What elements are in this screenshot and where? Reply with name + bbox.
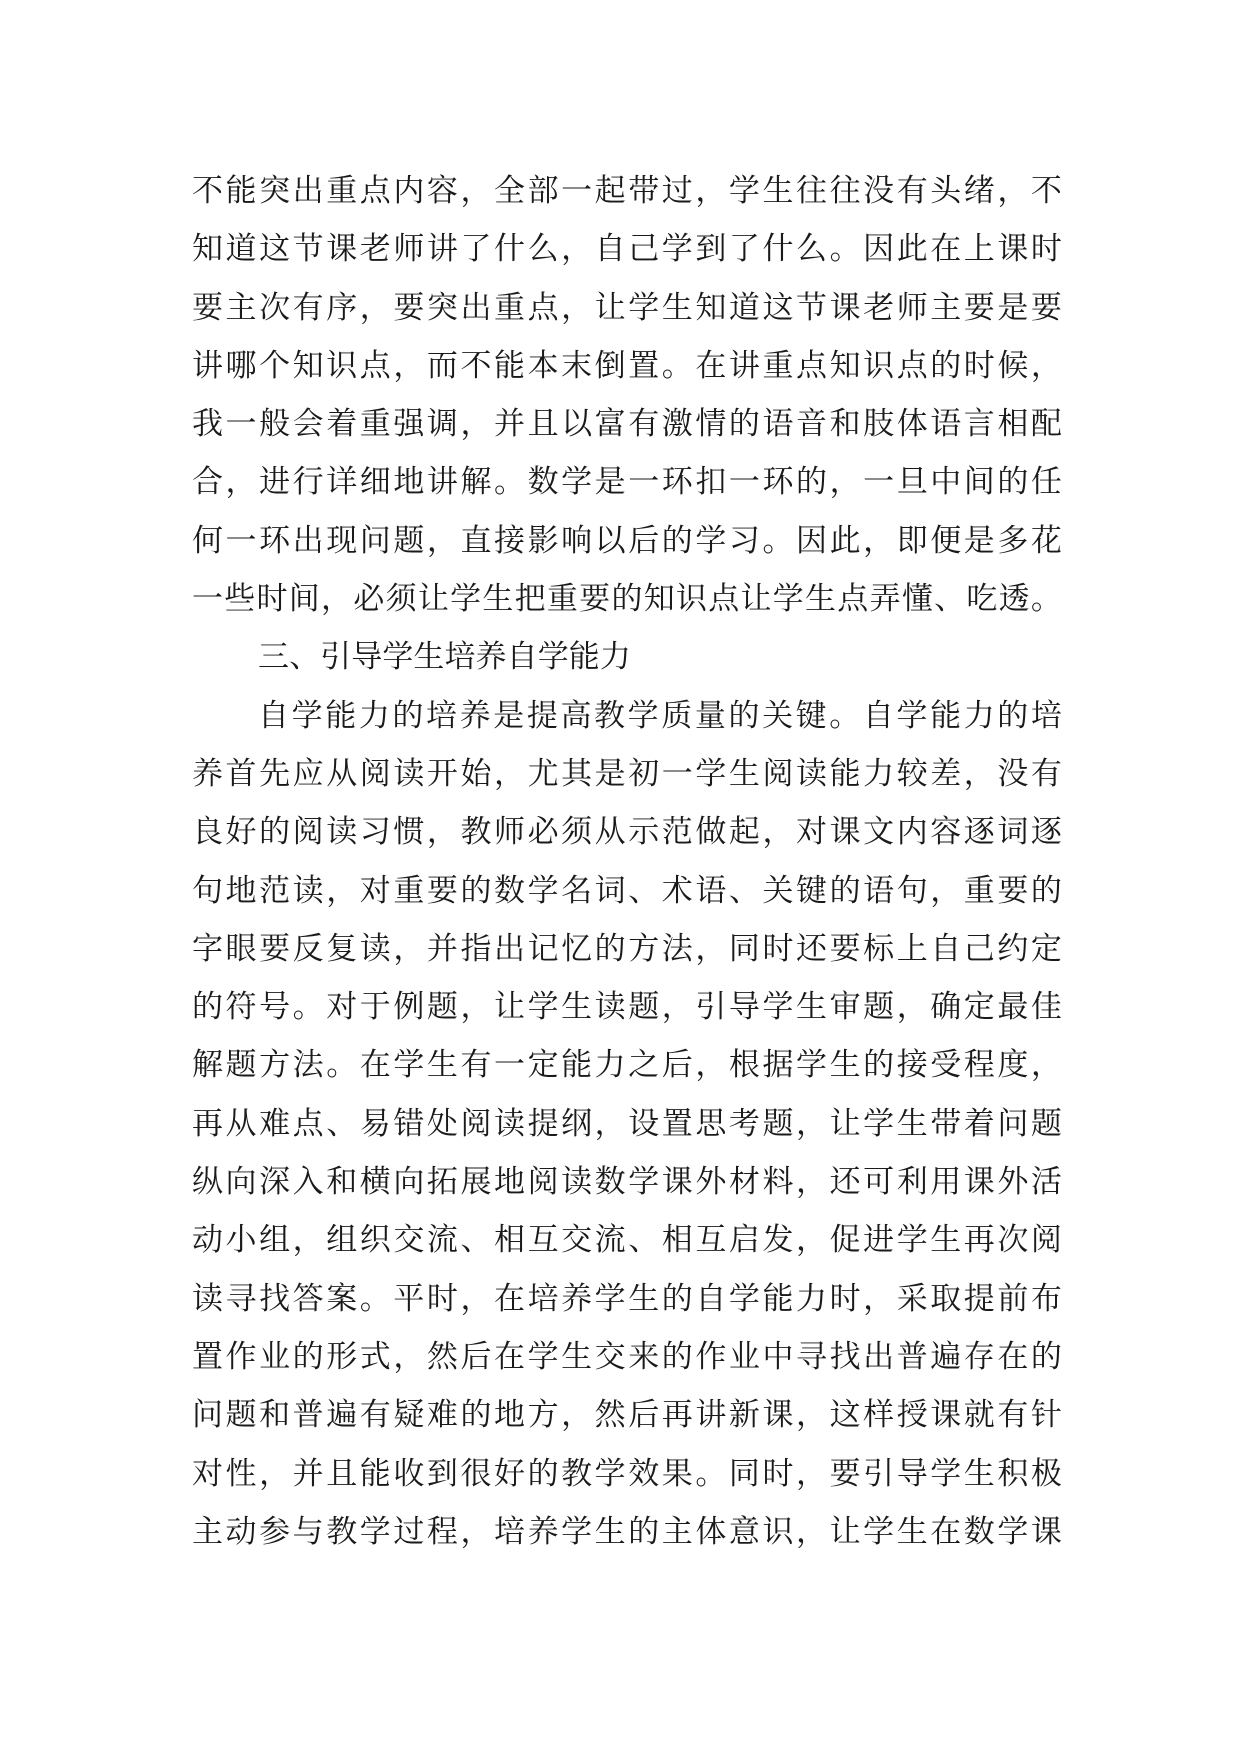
- text-line: 的符号。对于例题，让学生读题，引导学生审题，确定最佳: [192, 989, 1062, 1026]
- text-line: 我一般会着重强调，并且以富有激情的语音和肢体语言相配: [192, 406, 1062, 443]
- text-line: 问题和普遍有疑难的地方，然后再讲新课，这样授课就有针: [192, 1397, 1062, 1434]
- text-line: 一些时间，必须让学生把重要的知识点让学生点弄懂、吃透。: [192, 581, 1062, 618]
- text-line: 句地范读，对重要的数学名词、术语、关键的语句，重要的: [192, 872, 1062, 909]
- text-line: 再从难点、易错处阅读提纲，设置思考题，让学生带着问题: [192, 1105, 1062, 1142]
- text-line: 讲哪个知识点，而不能本末倒置。在讲重点知识点的时候，: [192, 347, 1062, 384]
- text-line: 解题方法。在学生有一定能力之后，根据学生的接受程度，: [192, 1047, 1062, 1084]
- text-line: 不能突出重点内容，全部一起带过，学生往往没有头绪，不: [192, 173, 1062, 209]
- text-line: 纵向深入和横向拓展地阅读数学课外材料，还可利用课外活: [192, 1164, 1062, 1201]
- text-line: 要主次有序，要突出重点，让学生知道这节课老师主要是要: [192, 289, 1062, 326]
- text-line: 对性，并且能收到很好的教学效果。同时，要引导学生积极: [192, 1455, 1062, 1492]
- text-line: 何一环出现问题，直接影响以后的学习。因此，即便是多花: [192, 522, 1062, 559]
- text-line: 字眼要反复读，并指出记忆的方法，同时还要标上自己约定: [192, 930, 1062, 967]
- text-line: 自学能力的培养是提高教学质量的关键。自学能力的培: [258, 697, 1062, 734]
- text-line: 置作业的形式，然后在学生交来的作业中寻找出普遍存在的: [192, 1338, 1062, 1375]
- text-line: 合，进行详细地讲解。数学是一环扣一环的，一旦中间的任: [192, 464, 1062, 501]
- text-line: 养首先应从阅读开始，尤其是初一学生阅读能力较差，没有: [192, 755, 1062, 792]
- text-line: 动小组，组织交流、相互交流、相互启发，促进学生再次阅: [192, 1222, 1062, 1259]
- section-heading: 三、引导学生培养自学能力: [258, 639, 631, 676]
- text-line: 良好的阅读习惯，教师必须从示范做起，对课文内容逐词逐: [192, 814, 1062, 851]
- text-line: 知道这节课老师讲了什么，自己学到了什么。因此在上课时: [192, 231, 1062, 268]
- text-line: 读寻找答案。平时，在培养学生的自学能力时，采取提前布: [192, 1280, 1062, 1317]
- body-text: [192, 162, 1062, 1561]
- text-line: 主动参与教学过程，培养学生的主体意识，让学生在数学课: [192, 1513, 1062, 1550]
